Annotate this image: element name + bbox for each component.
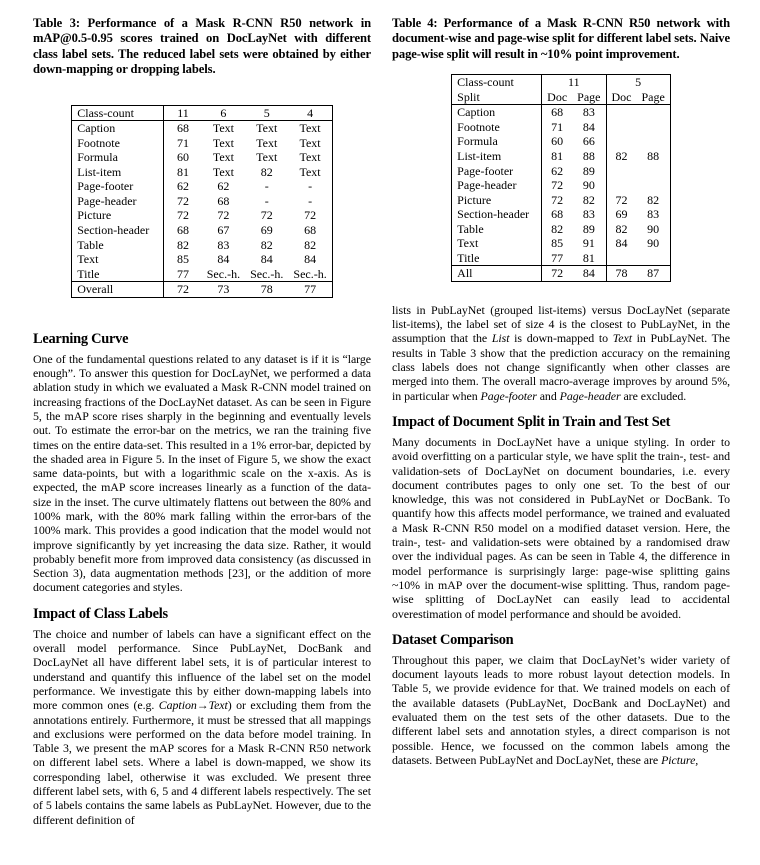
value-cell: 66 bbox=[572, 134, 606, 149]
table-row bbox=[72, 105, 332, 121]
value-cell: 71 bbox=[177, 135, 189, 150]
table-row bbox=[72, 165, 332, 180]
table-row bbox=[452, 105, 671, 120]
value-cell: 67 bbox=[217, 223, 230, 237]
value-cell: 81 bbox=[551, 148, 564, 163]
value-cell: 72 bbox=[217, 208, 230, 223]
value-cell: 71 bbox=[551, 119, 564, 134]
table-row bbox=[452, 266, 671, 282]
value-cell: 72 bbox=[551, 266, 564, 281]
table-row bbox=[72, 282, 332, 298]
value-cell: 77 bbox=[551, 250, 564, 265]
table-row bbox=[72, 267, 332, 282]
value-cell: Page bbox=[572, 90, 606, 105]
table-row bbox=[452, 178, 671, 193]
row-label-cell: Class-count bbox=[72, 105, 164, 121]
value-cell bbox=[606, 105, 637, 120]
row-label-cell: Footnote bbox=[72, 136, 164, 151]
value-cell: 84 bbox=[260, 252, 273, 267]
row-label-cell: Picture bbox=[452, 193, 542, 208]
value-cell: Text bbox=[212, 164, 234, 179]
table-row bbox=[452, 222, 671, 237]
value-cell: 81 bbox=[572, 251, 606, 266]
italic-text-segment: Page-footer bbox=[480, 388, 537, 403]
value-cell: 83 bbox=[217, 237, 230, 252]
value-cell: 84 bbox=[615, 236, 628, 251]
value-cell: 84 bbox=[572, 266, 606, 282]
value-cell: Text bbox=[299, 150, 321, 165]
table-row bbox=[72, 208, 332, 223]
table-4-caption: Table 4: Performance of a Mask R-CNN R50 network with document-wise and page-wise split for different label sets. Naive page-wise split will result in ~10% point improvement. bbox=[392, 16, 730, 61]
value-cell: 90 bbox=[572, 178, 606, 193]
value-cell: 6 bbox=[220, 105, 227, 120]
section-heading-document-split: Impact of Document Split in Train and Test Set bbox=[392, 413, 671, 430]
table-row bbox=[72, 238, 332, 253]
value-cell: 85 bbox=[551, 236, 564, 251]
value-cell bbox=[606, 134, 637, 149]
value-cell: 68 bbox=[177, 121, 189, 136]
value-cell: 83 bbox=[572, 207, 606, 222]
table-3-caption: Table 3: Performance of a Mask R-CNN R50 network in mAP@0.5-0.95 scores trained on DocLayNet with different class label sets. The reduced label sets were obtained by either down-mapping or dropping labels. bbox=[33, 16, 371, 77]
value-cell: 5 bbox=[263, 105, 270, 120]
group-header-cell: 11 bbox=[542, 75, 606, 90]
paragraph-dataset-comparison bbox=[392, 653, 730, 767]
value-cell: 82 bbox=[647, 192, 660, 207]
value-cell bbox=[606, 164, 637, 179]
value-cell: 89 bbox=[572, 222, 606, 237]
table-4-header bbox=[452, 75, 671, 105]
table-3-footer bbox=[72, 282, 332, 298]
row-label-cell: Page-header bbox=[452, 178, 542, 193]
value-cell: 83 bbox=[572, 105, 606, 120]
value-cell: Sec.-h. bbox=[293, 266, 327, 281]
text-segment: is down-mapped to bbox=[509, 331, 613, 346]
row-label-cell: Class-count bbox=[452, 75, 542, 90]
paragraph-label-set-continuation bbox=[392, 303, 730, 403]
value-cell: 77 bbox=[177, 266, 189, 281]
value-cell: 4 bbox=[307, 105, 314, 120]
value-cell: 72 bbox=[551, 192, 564, 207]
value-cell: 83 bbox=[647, 207, 660, 222]
value-cell: 85 bbox=[177, 252, 189, 267]
table-row bbox=[452, 90, 671, 105]
value-cell: 91 bbox=[572, 236, 606, 251]
value-cell: 90 bbox=[647, 236, 660, 251]
value-cell: 89 bbox=[572, 164, 606, 179]
value-cell: 60 bbox=[551, 134, 564, 149]
value-cell: 82 bbox=[572, 193, 606, 208]
value-cell: 62 bbox=[551, 163, 564, 178]
value-cell bbox=[637, 251, 671, 266]
table-row bbox=[452, 149, 671, 164]
row-label-cell: Formula bbox=[72, 150, 164, 165]
table-row bbox=[452, 164, 671, 179]
value-cell: - bbox=[264, 179, 269, 194]
table-4-container bbox=[392, 74, 730, 282]
row-label-cell: Page-footer bbox=[452, 164, 542, 179]
value-cell bbox=[637, 164, 671, 179]
row-label-cell: Formula bbox=[452, 134, 542, 149]
value-cell: 82 bbox=[551, 221, 564, 236]
italic-text-segment: Picture, bbox=[661, 752, 699, 767]
value-cell: 82 bbox=[615, 148, 628, 163]
value-cell: 11 bbox=[177, 105, 189, 120]
row-label-cell: All bbox=[452, 266, 542, 282]
table-row bbox=[72, 150, 332, 165]
value-cell bbox=[637, 178, 671, 193]
italic-text-segment: Text bbox=[208, 698, 228, 713]
right-column bbox=[392, 16, 730, 827]
row-label-cell: Picture bbox=[72, 208, 164, 223]
row-label-cell: Section-header bbox=[452, 207, 542, 222]
value-cell bbox=[606, 120, 637, 135]
row-label-cell: Title bbox=[452, 251, 542, 266]
italic-text-segment: List bbox=[491, 331, 510, 346]
value-cell bbox=[637, 120, 671, 135]
value-cell: 72 bbox=[177, 208, 189, 223]
value-cell: Text bbox=[299, 164, 321, 179]
table-row bbox=[452, 207, 671, 222]
italic-text-segment: Text bbox=[612, 331, 632, 346]
section-heading-impact-of-class-labels: Impact of Class Labels bbox=[33, 605, 168, 622]
row-label-cell: List-item bbox=[72, 165, 164, 180]
value-cell: 82 bbox=[304, 237, 317, 252]
value-cell bbox=[606, 178, 637, 193]
text-segment: lists in PubLayNet (grouped list-items) versus DocLayNet (separate list-items), the label set of size 4 is the closest to PubLayNet, in the assumption that the bbox=[392, 302, 730, 346]
value-cell: 84 bbox=[304, 252, 317, 267]
group-header-cell: 5 bbox=[635, 75, 642, 90]
row-label-cell: Page-header bbox=[72, 194, 164, 209]
value-cell: 82 bbox=[260, 237, 273, 252]
value-cell: 72 bbox=[615, 192, 628, 207]
table-row bbox=[452, 236, 671, 251]
text-segment: One of the fundamental questions related to any dataset is if it is “large enough”. To answer this question for DocLayNet, we performed a data ablation study in which we evaluated a Mask R-CNN model trained on increasing fractions of the DocLayNet dataset. As can be seen in Figure 5, the mAP score rises sharply in the beginning and eventually levels out. To estimate the error-bar on the metrics, we ran the training five times on the entire data-set. This resulted in a 1% error-bar, depicted by the shaded area in Figure 5. In the inset of Figure 5, we show the exact same data-points, but with a logarithmic scale on the x-axis. As is expected, the mAP score increases linearly as a function of the data-size in the inset. The curve ultimately flattens out between the 80% and 100% mark, with the 80% mark falling within the error-bars of the 100% mark. This provides a good indication that the model would not improve significantly by yet increasing the data size. Rather, it would probably benefit more from improved data consistency (as discussed in Section 3), data augmentation methods [23], or the addition of more document categories and styles. bbox=[33, 351, 371, 595]
italic-text-segment: Page-header bbox=[559, 388, 621, 403]
value-cell: 84 bbox=[217, 252, 230, 267]
left-column bbox=[33, 16, 371, 827]
row-label-cell: List-item bbox=[452, 149, 542, 164]
row-label-cell: Page-footer bbox=[72, 179, 164, 194]
value-cell: 69 bbox=[615, 207, 628, 222]
paragraph-impact-of-class-labels bbox=[33, 627, 371, 827]
value-cell: 82 bbox=[177, 237, 189, 252]
text-segment: ) or excluding them from the annotations entirely. Furthermore, it must be stressed that all mappings and exclusions were performed on the data before model training. In Table 3, we present the mAP scores for a Mask R-CNN R50 network on different label sets. Where a label is down-mapped, we show its corresponding label, otherwise it was excluded. We present three different label sets, with 6, 5 and 4 different labels respectively. The set of 5 labels contains the same labels as PubLayNet. However, due to the different definition of bbox=[33, 698, 371, 827]
paragraph-learning-curve bbox=[33, 352, 371, 595]
value-cell: - bbox=[308, 179, 313, 194]
table-row bbox=[452, 251, 671, 266]
value-cell: Text bbox=[212, 150, 234, 165]
value-cell: 87 bbox=[647, 266, 660, 281]
value-cell: 62 bbox=[177, 179, 189, 194]
table-row bbox=[452, 134, 671, 149]
value-cell: 68 bbox=[217, 193, 230, 208]
value-cell: - bbox=[264, 193, 269, 208]
value-cell: 68 bbox=[177, 223, 189, 237]
row-label-cell: Text bbox=[72, 252, 164, 267]
value-cell: 72 bbox=[304, 208, 317, 223]
row-label-cell: Table bbox=[452, 222, 542, 237]
table-row bbox=[72, 194, 332, 209]
table-3-body bbox=[72, 121, 332, 282]
paragraph-document-split bbox=[392, 435, 730, 621]
value-cell: Sec.-h. bbox=[250, 266, 284, 281]
italic-text-segment: Caption bbox=[158, 698, 197, 713]
table-row bbox=[72, 121, 332, 136]
value-cell: 68 bbox=[551, 207, 564, 222]
table-3 bbox=[71, 105, 332, 298]
table-row bbox=[72, 223, 332, 238]
row-label-cell: Split bbox=[452, 90, 542, 105]
value-cell: 88 bbox=[572, 149, 606, 164]
value-cell: 81 bbox=[177, 164, 189, 179]
table-row bbox=[452, 193, 671, 208]
text-segment: The choice and number of labels can have a significant effect on the overall model performance. Since PubLayNet, DocBank and DocLayNet all have different label sets, it is of particular interest to understand and quantify this influence of the label set on the model performance. We investigate this by either down-mapping labels into more common ones (e.g. bbox=[33, 626, 371, 713]
row-label-cell: Table bbox=[72, 238, 164, 253]
section-heading-dataset-comparison: Dataset Comparison bbox=[392, 631, 514, 648]
value-cell: 82 bbox=[260, 164, 273, 179]
value-cell: Page bbox=[641, 89, 665, 104]
value-cell: 72 bbox=[177, 282, 189, 297]
value-cell: Text bbox=[212, 121, 234, 136]
table-4-footer bbox=[452, 266, 671, 282]
value-cell: 60 bbox=[177, 150, 189, 165]
table-row bbox=[72, 136, 332, 151]
value-cell: 90 bbox=[647, 221, 660, 236]
value-cell: Text bbox=[256, 121, 278, 136]
value-cell: 68 bbox=[304, 223, 317, 237]
value-cell: 78 bbox=[615, 266, 628, 281]
value-cell: 88 bbox=[647, 148, 660, 163]
value-cell: 62 bbox=[217, 179, 230, 194]
value-cell bbox=[637, 105, 671, 120]
table-row bbox=[72, 179, 332, 194]
row-label-cell: Caption bbox=[452, 105, 542, 120]
text-segment: Many documents in DocLayNet have a unique styling. In order to avoid overfitting on a particular style, we have split the train-, test- and validation-sets of DocLayNet on document boundaries, i.e. every document contributes pages to only one set. To the best of our knowledge, this was not considered in PubLayNet or DocBank. To quantify how this affects model performance, we trained and evaluated a Mask R-CNN R50 model on a modified dataset version. Here, the train-, test- and validation-sets were obtained by a randomised draw over the individual pages. As can be seen in Table 4, the difference in model performance is surprisingly large: page-wise splitting gains ~10% in mAP over the document-wise splitting. Thus, random page-wise splitting of DocLayNet can easily lead to accidental overestimation of model performance and should be avoided. bbox=[392, 434, 730, 621]
value-cell: 72 bbox=[551, 178, 564, 193]
table-3-header bbox=[72, 105, 332, 121]
row-label-cell: Caption bbox=[72, 121, 164, 136]
value-cell: Doc bbox=[547, 89, 568, 104]
table-row bbox=[72, 252, 332, 267]
value-cell: 69 bbox=[260, 223, 273, 237]
section-heading-learning-curve: Learning Curve bbox=[33, 330, 129, 347]
text-segment: and bbox=[536, 388, 560, 403]
row-label-cell: Text bbox=[452, 236, 542, 251]
value-cell: 73 bbox=[217, 282, 230, 297]
value-cell: 68 bbox=[551, 105, 564, 120]
table-4 bbox=[451, 74, 671, 282]
value-cell: 84 bbox=[572, 120, 606, 135]
value-cell bbox=[637, 134, 671, 149]
table-3-container bbox=[33, 105, 371, 298]
table-row bbox=[452, 120, 671, 135]
text-segment: in PubLayNet. The results in Table 3 show that the prediction accuracy on the remaining class labels does not change significantly when other classes are merged into them. The overall macro-average improves by around 5%, in particular when bbox=[392, 331, 730, 403]
value-cell: 72 bbox=[260, 208, 273, 223]
value-cell: 77 bbox=[304, 282, 317, 297]
value-cell: 72 bbox=[177, 193, 189, 208]
value-cell: Sec.-h. bbox=[206, 266, 241, 281]
value-cell: Doc bbox=[611, 89, 632, 104]
value-cell bbox=[606, 251, 637, 266]
table-4-header-group-row bbox=[452, 75, 671, 90]
text-segment: Throughout this paper, we claim that DocLayNet’s wider variety of document layouts leads to more robust layout detection models. In Table 5, we provide evidence for that. We trained models on each of the available datasets (PubLayNet, DocBank and DocLayNet) and evaluated them on the test sets of the other datasets. Due to the different label sets and annotation styles, a direct comparison is not possible. Hence, we focussed on the common labels among the datasets. Between PubLayNet and DocLayNet, these are bbox=[392, 652, 730, 767]
table-4-body bbox=[452, 105, 671, 266]
value-cell: 78 bbox=[260, 282, 273, 297]
value-cell: Text bbox=[256, 150, 278, 165]
row-label-cell: Title bbox=[72, 267, 164, 282]
value-cell: Text bbox=[299, 135, 321, 150]
value-cell: - bbox=[308, 193, 313, 208]
text-segment: → bbox=[196, 698, 209, 713]
value-cell: 82 bbox=[615, 221, 628, 236]
value-cell: Text bbox=[256, 135, 278, 150]
text-segment: are excluded. bbox=[620, 388, 687, 403]
row-label-cell: Section-header bbox=[72, 223, 164, 238]
row-label-cell: Footnote bbox=[452, 120, 542, 135]
value-cell: Text bbox=[299, 121, 321, 136]
row-label-cell: Overall bbox=[72, 282, 164, 298]
value-cell: Text bbox=[212, 135, 234, 150]
